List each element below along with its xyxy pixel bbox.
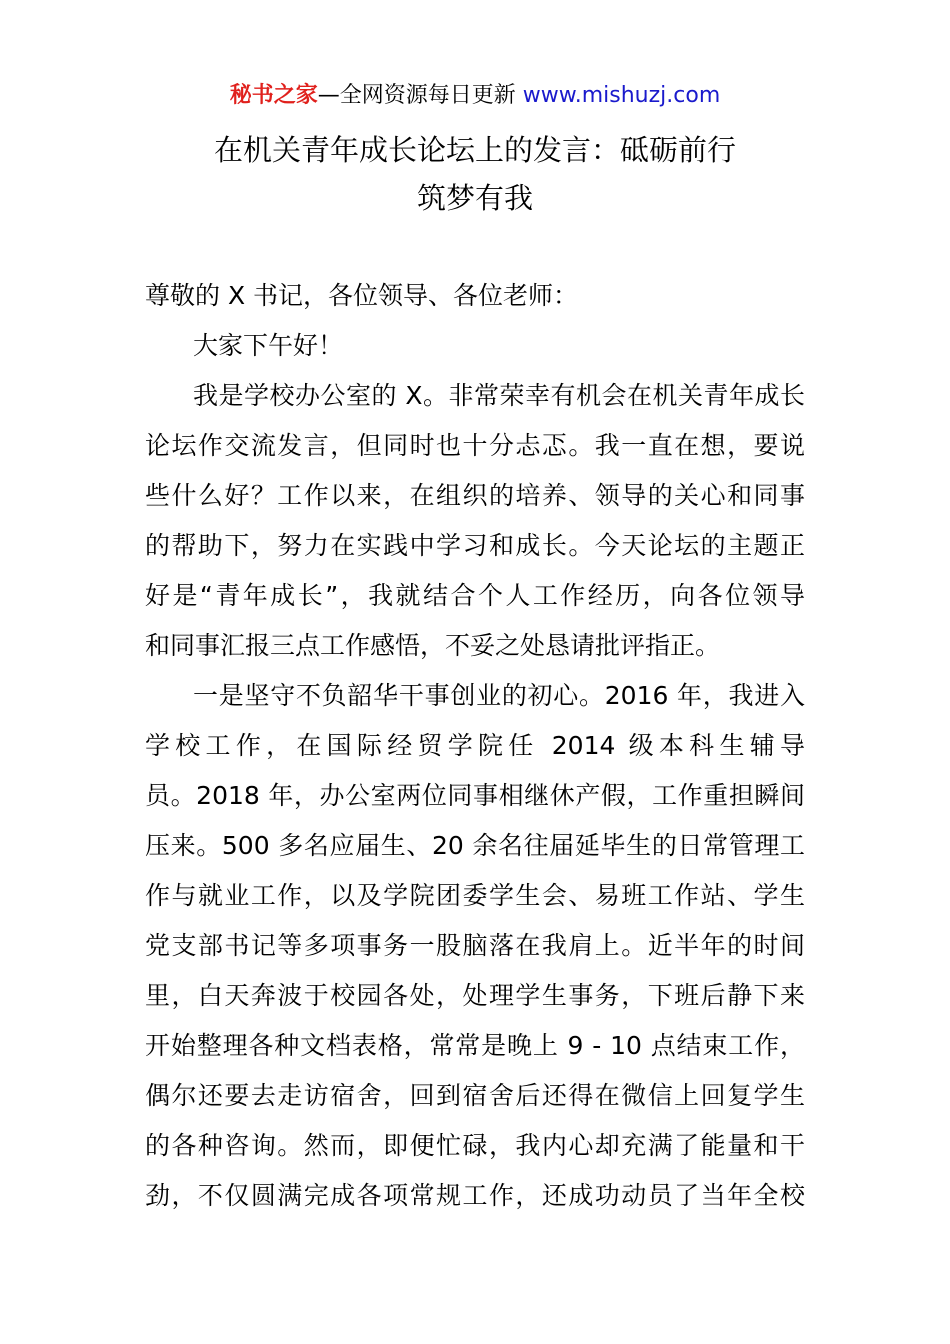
paragraph-line: 偶尔还要去走访宿舍，回到宿舍后还得在微信上回复学生	[145, 1081, 805, 1110]
document-title-line-2: 筑梦有我	[416, 181, 533, 215]
paragraph-line: 开始整理各种文档表格，常常是晚上 9 - 10 点结束工作，	[145, 1031, 805, 1060]
paragraph-line: 和同事汇报三点工作感悟，不妥之处恳请批评指正。	[145, 631, 721, 660]
paragraph-line: 一是坚守不负韶华干事创业的初心。2016 年，我进入	[193, 681, 805, 710]
paragraph-line: 里，白天奔波于校园各处，处理学生事务，下班后静下来	[145, 981, 805, 1010]
paragraph-line: 的帮助下，努力在实践中学习和成长。今天论坛的主题正	[145, 531, 805, 560]
greeting: 大家下午好！	[193, 331, 344, 360]
header-tagline: —全网资源每日更新	[317, 83, 523, 108]
paragraph-line: 论坛作交流发言，但同时也十分忐忑。我一直在想，要说	[145, 431, 805, 460]
salutation: 尊敬的 X 书记，各位领导、各位老师：	[145, 281, 579, 310]
paragraph-line: 员。2018 年，办公室两位同事相继休产假，工作重担瞬间	[145, 781, 805, 810]
document-title-line-1: 在机关青年成长论坛上的发言：砥砺前行	[213, 133, 736, 167]
paragraph-line: 作与就业工作，以及学院团委学生会、易班工作站、学生	[145, 881, 805, 910]
site-header	[0, 82, 950, 110]
brand-name: 秘书之家	[229, 83, 318, 108]
paragraph-line: 压来。500 多名应届生、20 余名往届延毕生的日常管理工	[145, 831, 805, 860]
paragraph-line: 我是学校办公室的 X。非常荣幸有机会在机关青年成长	[193, 381, 805, 410]
site-url-link[interactable]: www.mishuzj.com	[522, 83, 721, 108]
paragraph-line: 好是“青年成长”，我就结合个人工作经历，向各位领导	[145, 581, 805, 610]
paragraph-line: 学校工作，在国际经贸学院任 2014 级本科生辅导	[145, 731, 805, 760]
paragraph-line: 的各种咨询。然而，即便忙碌，我内心却充满了能量和干	[145, 1131, 805, 1160]
paragraph-line: 党支部书记等多项事务一股脑落在我肩上。近半年的时间	[145, 931, 805, 960]
paragraph-line: 劲，不仅圆满完成各项常规工作，还成功动员了当年全校	[145, 1181, 805, 1210]
paragraph-line: 些什么好？工作以来，在组织的培养、领导的关心和同事	[145, 481, 805, 510]
